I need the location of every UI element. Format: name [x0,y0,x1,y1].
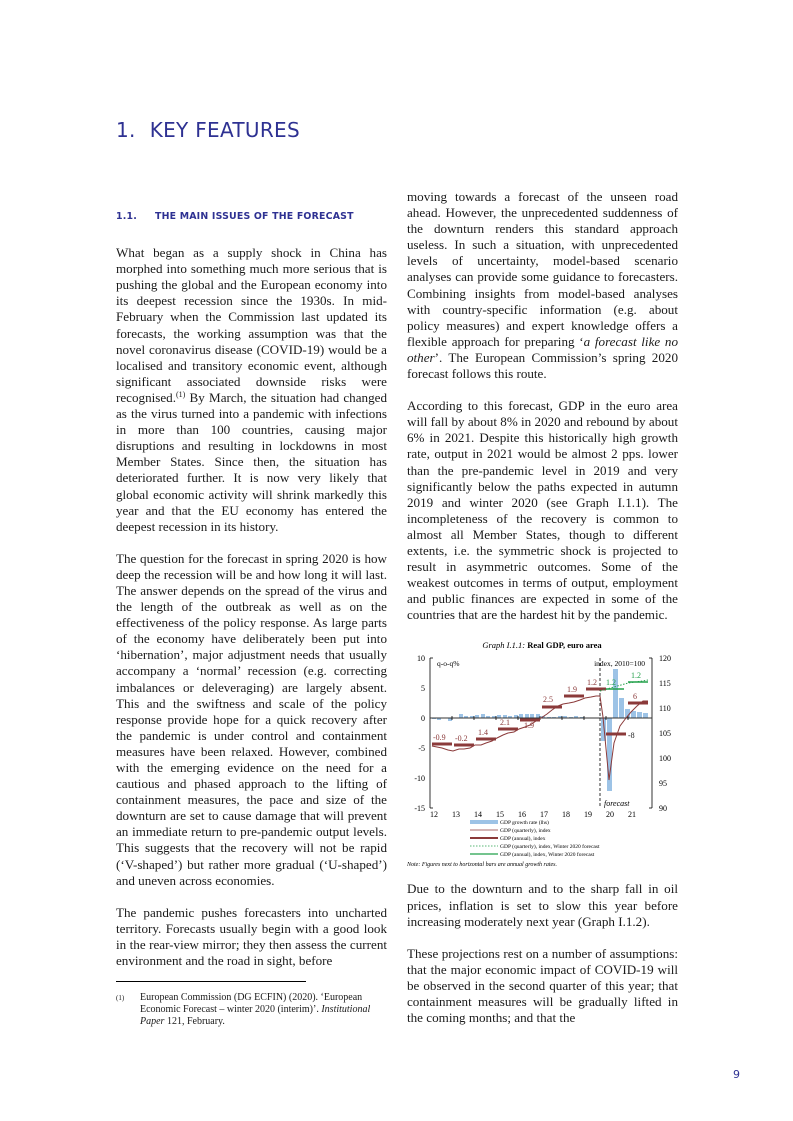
paragraph-text: moving towards a forecast of the unseen road ahead. However, the unprecedented suddenness of the downturn renders this standard approach useless. In such a situation, with unprecedented levels of uncertainty, model-based scenario analyses can provide some guidance to forecasters. Combining insights from model-based analyses with country-specific information (e.g. about policy measures) and expert knowledge offers a flexible approach for preparing ‘ [407,189,678,349]
svg-text:14: 14 [474,810,482,820]
footnote-text-part: European Commission (DG ECFIN) (2020). ‘European Economic Forecast – winter 2020 (interim)’. [140,992,363,1016]
paragraph: Due to the downturn and to the sharp fall in oil prices, inflation is set to slow this year before increasing moderately next year (Graph I.1.2). [407,881,678,929]
footnote [116,992,387,1028]
paragraph-italic: a forecast like no other [407,333,678,365]
chapter-number: 1. [116,118,136,142]
paragraph: These projections rest on a number of assumptions: that the major economic impact of COVID-19 will be observed in the second quarter of this year; that containment measures will be gradually lifted in the coming months; and that the [407,945,678,1026]
svg-text:2.1: 2.1 [500,718,510,728]
svg-text:GDP (quarterly), index: GDP (quarterly), index [500,828,551,835]
section-title: THE MAIN ISSUES OF THE FORECAST [154,211,354,222]
forecast-label: forecast [604,799,630,809]
svg-text:110: 110 [659,704,671,714]
svg-text:20: 20 [606,810,614,820]
paragraph-text: ’. The European Commission’s spring 2020 forecast follows this route. [407,349,678,382]
svg-text:-8: -8 [628,731,635,741]
x-axis-labels [430,810,636,819]
svg-text:5: 5 [421,684,425,694]
svg-text:1.2: 1.2 [606,678,616,688]
graph-title: Graph I.1.1: Real GDP, euro area [482,640,602,651]
svg-text:105: 105 [659,729,671,739]
svg-text:95: 95 [659,779,667,789]
right-axis [659,654,671,813]
svg-text:1.2: 1.2 [587,678,597,688]
svg-text:120: 120 [659,654,671,664]
svg-text:-0.9: -0.9 [433,733,446,743]
svg-text:-10: -10 [414,774,425,784]
page-number: 9 [733,1068,740,1081]
footnote-italic: Institutional Paper [140,1004,371,1028]
svg-text:18: 18 [562,810,570,820]
footnote-text-part: 121, February. [164,1016,225,1028]
paragraph-text: By March, the situation had changed as the virus turned into a pandemic with infections in more than 100 countries, causing major disruptions and resulting in lockdowns in most Member States. Since then, the situation has deteriorated further. It is now very likely that global economic activity will shrink markedly this year and that the EU economy has entered the deepest recession in its history. [116,389,387,534]
svg-text:-15: -15 [414,804,425,814]
svg-text:GDP (quarterly), index, Winter: GDP (quarterly), index, Winter 2020 forecast [500,844,600,851]
chapter-title [116,118,300,142]
svg-text:0: 0 [421,714,425,724]
svg-text:GDP growth rate (lhs): GDP growth rate (lhs) [500,820,549,827]
section-heading [116,209,387,225]
paragraph: According to this forecast, GDP in the euro area will fall by about 8% in 2020 and rebound by about 6% in 2021. Despite this historically high growth rate, output in 2021 would be almost 2 pps. lower than the pre-pandemic level in 2019 and very significantly below the paths expected in autumn 2019 and winter 2020 (see Graph I.1.1). The incompleteness of the recovery is common to almost all Member States, though to different extents, i.e. the symmetric shock is projected to result in asymmetric outcomes. Some of the weakest outcomes in terms of output, employment and public finances are expected in some of the countries that are the hardest hit by the pandemic. [407,398,678,623]
paragraph: The pandemic pushes forecasters into uncharted territory. Forecasts usually begin with a good look in the rear-view mirror; they then assess the current environment and the road in sight, before [116,904,387,969]
svg-text:13: 13 [452,810,460,820]
left-column [116,190,387,1028]
svg-text:1.2: 1.2 [631,671,641,681]
legend [470,819,600,858]
chapter-title-text: KEY FEATURES [149,118,300,142]
svg-text:GDP (annual), index, Winter 20: GDP (annual), index, Winter 2020 forecast [500,852,595,859]
growth-bars [432,669,648,791]
svg-text:12: 12 [430,810,438,820]
graph-real-gdp [407,639,678,869]
left-axis [414,654,425,813]
graph-note: Note: Figures next to horizontal bars are annual growth rates. [407,862,557,869]
svg-text:15: 15 [496,810,504,820]
section-number: 1.1. [116,211,137,222]
gdp-chart [407,639,678,869]
svg-text:2.5: 2.5 [543,695,553,705]
svg-text:1.4: 1.4 [478,728,488,738]
svg-text:17: 17 [540,810,548,820]
paragraph [407,189,678,382]
paragraph-text: What began as a supply shock in China has morphed into something much more serious that is pushing the global and the European economy into its deepest recession since the 1930s. In mid-February when the Commission last updated its forecasts, the working assumption was that the novel coronavirus disease (COVID-19) would be a localised and transitory economic event, although significant associated downside risks were recognised. [116,245,387,405]
paragraph: The question for the forecast in spring 2020 is how deep the recession will be and how long it will last. The answer depends on the spread of the virus and the length of the outbreak as well as on the effectiveness of the policy response. As large parts of the economy have deliberately been put into ‘hibernation’, major adjustment needs that usually accompany a ‘normal’ recession (e.g. correcting imbalances or deleveraging) are largely absent. This and the swiftness and scale of the policy response provide hope for a quick recovery after the pandemic is under control and containment measures have been relaxed. However, combined with the emerging evidence on the need for a cautious and phased approach to the lifting of containment measures, the pace and size of the downturn are set to cause damage that will prevent an immediate return to pre-pandemic output levels. This suggests that the recovery will not be rapid (‘V-shaped’) but rather more gradual (‘U-shaped’) and uneven across economies. [116,550,387,888]
svg-text:GDP (annual), index: GDP (annual), index [500,836,546,843]
right-unit-label: index, 2010=100 [594,659,645,669]
svg-text:21: 21 [628,810,636,820]
svg-text:-0.2: -0.2 [455,734,468,744]
svg-text:6: 6 [633,692,637,702]
footnote-text [140,992,387,1028]
footnote-divider [116,981,306,982]
footnote-mark: (1) [116,994,125,1003]
svg-text:10: 10 [417,654,425,664]
right-column [407,189,678,1042]
svg-text:19: 19 [584,810,592,820]
svg-text:1.9: 1.9 [567,685,577,695]
left-unit-label: q-o-q% [437,659,460,669]
footnote-reference[interactable]: (1) [176,389,186,399]
svg-text:-5: -5 [418,744,425,754]
paragraph [116,245,387,535]
svg-text:16: 16 [518,810,526,820]
svg-text:90: 90 [659,804,667,814]
svg-text:115: 115 [659,679,671,689]
svg-text:1.9: 1.9 [524,721,534,731]
svg-text:100: 100 [659,754,671,764]
